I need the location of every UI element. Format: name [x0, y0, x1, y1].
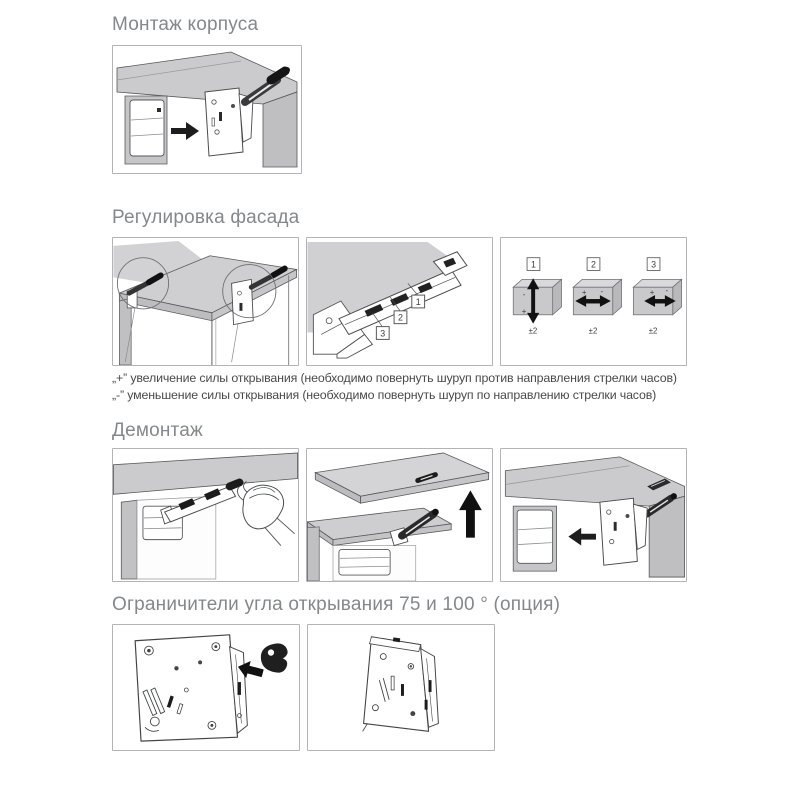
- cube-2-plus: +: [581, 288, 587, 298]
- panel-demount-remove: [500, 448, 687, 582]
- panel-adjust-overview: [112, 237, 299, 366]
- limiter-insert-illustration: [113, 625, 299, 750]
- panel-adjust-arm-detail: [306, 237, 493, 366]
- callout-3-label: 3: [380, 328, 386, 339]
- section-demount: [112, 420, 690, 582]
- cube-1-plus: +: [521, 306, 527, 316]
- mechanism-plate-drawing: [135, 635, 247, 741]
- mount-illustration: [113, 46, 301, 173]
- adjust-directions-illustration: [501, 238, 686, 365]
- section-title-limiters: Ограничители угла открывания 75 и 100 ° (опция): [112, 594, 561, 615]
- angle-limiter-part: [261, 643, 288, 672]
- section-mount: [112, 14, 690, 174]
- panel-row-limiters: [112, 624, 690, 751]
- panel-row-demount: [112, 448, 690, 582]
- panel-row-adjust: [112, 237, 690, 366]
- adjust-notes: [112, 370, 690, 403]
- cube-3-depth-adjustment: [633, 258, 681, 336]
- cube-1-tolerance: ±2: [528, 326, 538, 336]
- cube-1-label: 1: [530, 259, 536, 270]
- panel-demount-lift: [306, 448, 493, 582]
- limiter-installed-illustration: [308, 625, 494, 750]
- cube-2-tolerance: ±2: [588, 326, 598, 336]
- callout-1-label: 1: [415, 296, 421, 307]
- panel-row-mount: [112, 45, 690, 174]
- section-title-mount: Монтаж корпуса: [112, 14, 259, 35]
- arrow-up-icon: [459, 490, 482, 537]
- cube-3-plus: +: [649, 288, 655, 298]
- page-content: [112, 0, 690, 751]
- panel-demount-press: [112, 448, 299, 582]
- section-limiters: [112, 594, 690, 751]
- panel-adjust-directions: [500, 237, 687, 366]
- demount-remove-illustration: [501, 449, 686, 581]
- demount-press-illustration: [113, 449, 298, 581]
- adjust-arm-illustration: [307, 238, 492, 365]
- panel-limiter-installed: [307, 624, 495, 751]
- section-title-demount: Демонтаж: [112, 420, 203, 441]
- panel-limiter-insert: [112, 624, 300, 751]
- cube-2-horizontal-adjustment: [573, 258, 621, 336]
- section-title-adjust: Регулировка фасада: [112, 207, 300, 228]
- hand-drawing: [237, 482, 294, 546]
- demount-lift-illustration: [307, 449, 492, 581]
- note-increase-force: „+” увеличение силы открывания (необходимо повернуть шуруп против направления стрелки часов): [112, 371, 677, 385]
- hinge-mechanism-drawing: [600, 498, 647, 565]
- cube-1-vertical-adjustment: [513, 258, 561, 336]
- cube-3-minus: -: [665, 286, 669, 296]
- cube-3-label: 3: [651, 259, 657, 270]
- cube-2-minus: -: [600, 287, 604, 297]
- adjust-overview-illustration: [113, 238, 298, 365]
- mechanism-plate-angled-drawing: [363, 637, 439, 731]
- arrow-right-icon: [171, 122, 199, 140]
- cube-3-tolerance: ±2: [648, 326, 658, 336]
- cube-2-label: 2: [591, 259, 596, 270]
- cabinet-drawing: [505, 457, 684, 577]
- arrow-left-icon: [568, 528, 596, 546]
- panel-mount-step: [112, 45, 302, 174]
- lid-drawing: [315, 453, 488, 503]
- callout-2-label: 2: [398, 312, 403, 323]
- section-adjust: [112, 207, 690, 403]
- cube-1-minus: -: [522, 290, 526, 300]
- cabinet-top-drawing: [113, 241, 296, 365]
- note-decrease-force: „-” уменьшение силы открывания (необходимо повернуть шуруп по направлению стрелки часов): [112, 387, 657, 402]
